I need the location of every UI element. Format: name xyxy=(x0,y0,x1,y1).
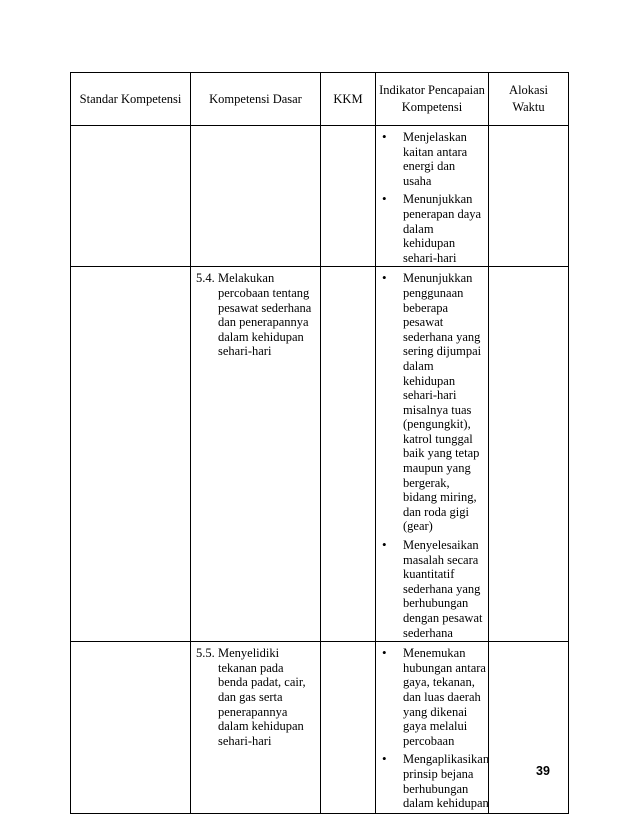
bullet-icon: • xyxy=(382,645,387,661)
kd-text: Melakukan percobaan tentang pesawat sederhana dan penerapannya dalam kehidupan sehari-hari xyxy=(218,271,312,359)
indicator-text: Mengaplikasikan prinsip bejana berhubungan dalam kehidupan xyxy=(403,752,490,811)
syllabus-table xyxy=(70,72,569,814)
cell-alokasi xyxy=(489,642,569,814)
bullet-icon: • xyxy=(382,270,387,286)
indicator-text: Menyelesaikan masalah secara kuantitatif sederhana yang berhubungan dengan pesawat sederhana xyxy=(403,538,483,640)
cell-kkm xyxy=(321,267,376,642)
indicator-list xyxy=(376,126,488,266)
cell-standar xyxy=(71,642,191,814)
list-item xyxy=(382,192,486,265)
list-item xyxy=(382,646,486,748)
cell-kompetensi-dasar xyxy=(191,267,321,642)
kd-number: 5.4. xyxy=(196,271,215,286)
cell-alokasi xyxy=(489,267,569,642)
kd-text: Menyelidiki tekanan pada benda padat, cair, dan gas serta penerapannya dalam kehidupan sehari-hari xyxy=(218,646,306,748)
cell-indikator xyxy=(376,126,489,267)
table-header-row xyxy=(71,73,569,126)
cell-standar xyxy=(71,267,191,642)
page-number: 39 xyxy=(536,764,550,778)
bullet-icon: • xyxy=(382,191,387,207)
list-item xyxy=(382,538,486,640)
header-alokasi-waktu: Alokasi Waktu xyxy=(489,73,569,126)
list-item xyxy=(382,751,490,811)
cell-alokasi xyxy=(489,126,569,267)
indicator-list xyxy=(376,267,488,641)
list-item xyxy=(382,130,486,188)
table-row xyxy=(71,126,569,267)
bullet-icon: • xyxy=(382,751,387,767)
cell-kkm xyxy=(321,126,376,267)
cell-indikator xyxy=(376,642,489,814)
indicator-text: Menunjukkan penggunaan beberapa pesawat sederhana yang sering dijumpai dalam kehidupan sehari-hari misalnya tuas (pengungkit), katrol tunggal baik yang tetap maupun yang bergerak, bidang miring, dan roda gigi (gear) xyxy=(403,271,482,534)
indicator-text: Menjelaskan kaitan antara energi dan usaha xyxy=(403,130,468,188)
table-row xyxy=(71,642,569,814)
header-kompetensi-dasar: Kompetensi Dasar xyxy=(191,73,321,126)
header-standar-kompetensi: Standar Kompetensi xyxy=(71,73,191,126)
header-indikator: Indikator Pencapaian Kompetensi xyxy=(376,73,489,126)
list-item xyxy=(382,271,486,534)
kd-number: 5.5. xyxy=(196,646,215,661)
indicator-text: Menemukan hubungan antara gaya, tekanan, dan luas daerah yang dikenai gaya melalui percobaan xyxy=(403,646,486,748)
bullet-icon: • xyxy=(382,537,387,553)
cell-indikator xyxy=(376,267,489,642)
bullet-icon: • xyxy=(382,129,387,144)
cell-standar xyxy=(71,126,191,267)
header-kkm: KKM xyxy=(321,73,376,126)
cell-kkm xyxy=(321,642,376,814)
indicator-text: Menunjukkan penerapan daya dalam kehidupan sehari-hari xyxy=(403,192,482,265)
indicator-list xyxy=(376,642,488,812)
cell-kompetensi-dasar xyxy=(191,126,321,267)
cell-kompetensi-dasar xyxy=(191,642,321,814)
table-row xyxy=(71,267,569,642)
